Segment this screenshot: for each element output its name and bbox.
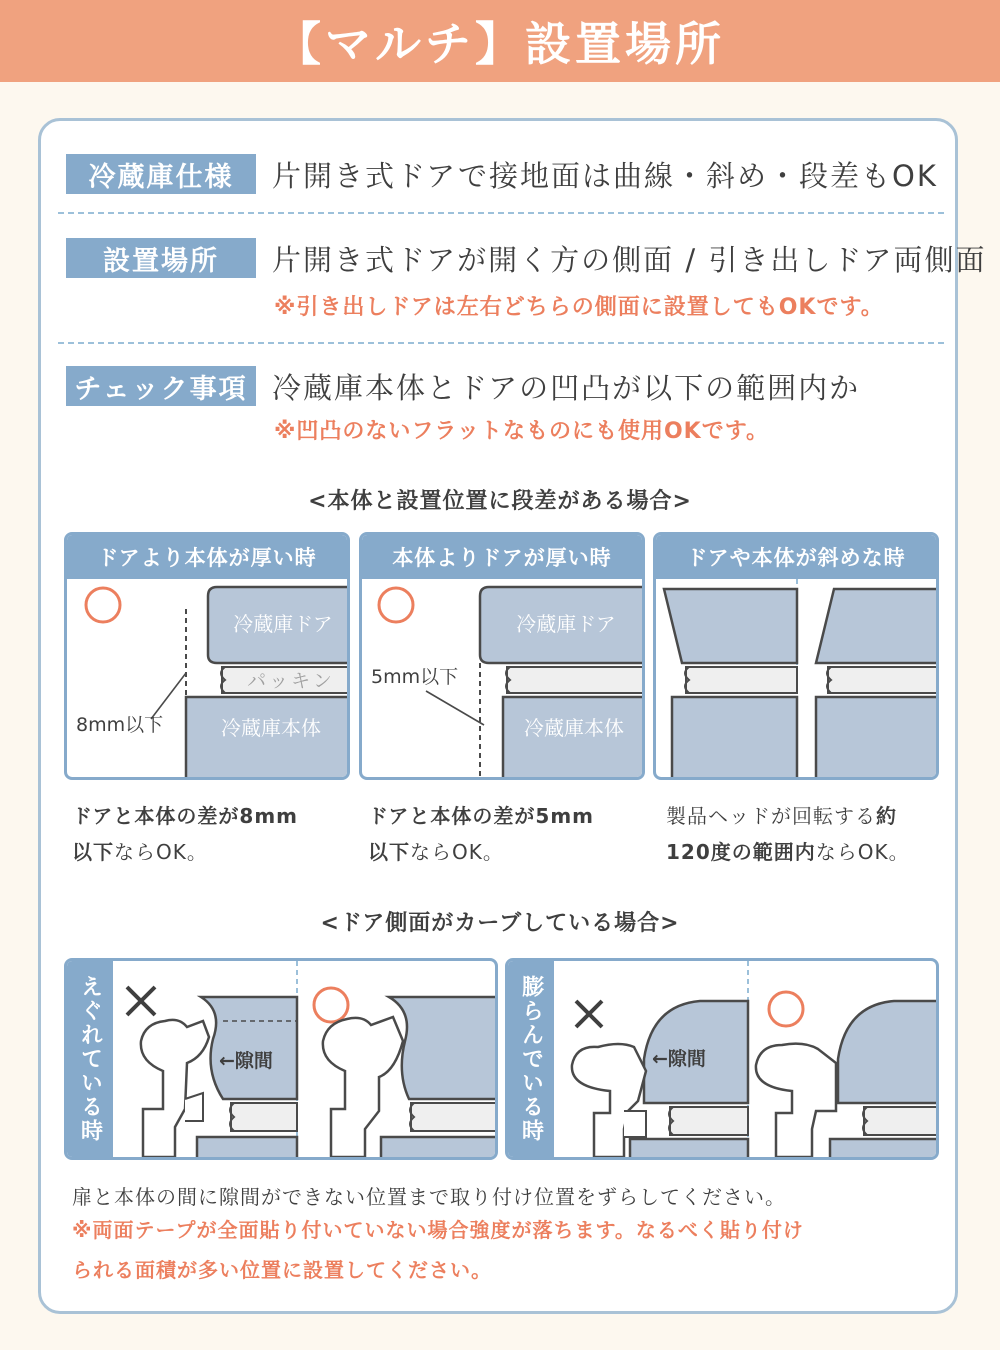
- panel-body-thicker: [64, 532, 350, 780]
- spec-location-note: ※引き出しドアは左右どちらの側面に設置してもOKです。: [274, 295, 884, 320]
- body-label: 冷蔵庫本体: [221, 716, 321, 740]
- panel-diagram: [362, 579, 642, 777]
- panel-concave: [64, 958, 498, 1160]
- spec-check-note: ※凹凸のないフラットなものにも使用OKです。: [274, 419, 769, 444]
- gap-label: ←隙間: [652, 1048, 706, 1070]
- page-title: 【マルチ】設置場所: [0, 0, 1000, 82]
- panel-title: 本体よりドアが厚い時: [362, 535, 642, 579]
- divider: [58, 342, 944, 344]
- concave-diagram: [113, 961, 498, 1157]
- convex-label: 膨らんでいる時: [508, 961, 554, 1157]
- panel-3-description: 製品ヘッドが回転する約 120度の範囲内ならOK。: [666, 804, 910, 864]
- measure-label: 5mm以下: [371, 666, 459, 688]
- panel-door-thicker: [359, 532, 645, 780]
- panel-title: ドアや本体が斜めな時: [656, 535, 936, 579]
- cross-mark-icon: [576, 1001, 602, 1027]
- door-label: 冷蔵庫ドア: [233, 612, 333, 636]
- footer-main-text: 扉と本体の間に隙間ができない位置まで取り付け位置をずらしてください。: [72, 1185, 786, 1209]
- panel-slanted: [653, 532, 939, 780]
- body-label: 冷蔵庫本体: [524, 716, 624, 740]
- divider: [58, 212, 944, 214]
- spec-check-text: 冷蔵庫本体とドアの凹凸が以下の範囲内か: [272, 371, 861, 405]
- spec-tag-check: チェック事項: [66, 366, 256, 406]
- panel-diagram: [656, 579, 936, 777]
- footer-note: ※両面テープが全面貼り付いていない場合強度が落ちます。なるべく貼り付け られる面積が多い位置に設置してください。: [72, 1218, 804, 1282]
- circle-mark-icon: [379, 588, 413, 622]
- circle-mark-icon: [314, 988, 348, 1022]
- spec-fridge-text: 片開き式ドアで接地面は曲線・斜め・段差もOK: [272, 159, 938, 193]
- convex-diagram: [554, 961, 939, 1157]
- curve-section-heading: <ドア側面がカーブしている場合>: [320, 911, 680, 936]
- concave-label: えぐれている時: [67, 961, 113, 1157]
- slanted-door-right: [816, 589, 936, 663]
- cross-mark-icon: [127, 987, 155, 1015]
- spec-tag-location: 設置場所: [66, 238, 256, 278]
- panel-title: ドアより本体が厚い時: [67, 535, 347, 579]
- panel-2-description: ドアと本体の差が5mm 以下ならOK。: [368, 804, 594, 864]
- spec-tag-fridge: 冷蔵庫仕様: [66, 154, 256, 194]
- slanted-door-left: [664, 589, 797, 663]
- step-section-heading: <本体と設置位置に段差がある場合>: [308, 489, 692, 514]
- panel-convex: [505, 958, 939, 1160]
- spec-location-text: 片開き式ドアが開く方の側面 / 引き出しドア両側面: [272, 243, 987, 277]
- gap-label: ←隙間: [219, 1050, 273, 1072]
- measure-label: 8mm以下: [76, 714, 164, 736]
- door-label: 冷蔵庫ドア: [516, 612, 616, 636]
- circle-mark-icon: [769, 992, 803, 1026]
- panel-diagram: [67, 579, 347, 777]
- packing-label: パッキン: [247, 670, 335, 692]
- packing: [507, 667, 642, 693]
- panel-1-description: ドアと本体の差が8mm 以下ならOK。: [72, 804, 298, 864]
- circle-mark-icon: [86, 588, 120, 622]
